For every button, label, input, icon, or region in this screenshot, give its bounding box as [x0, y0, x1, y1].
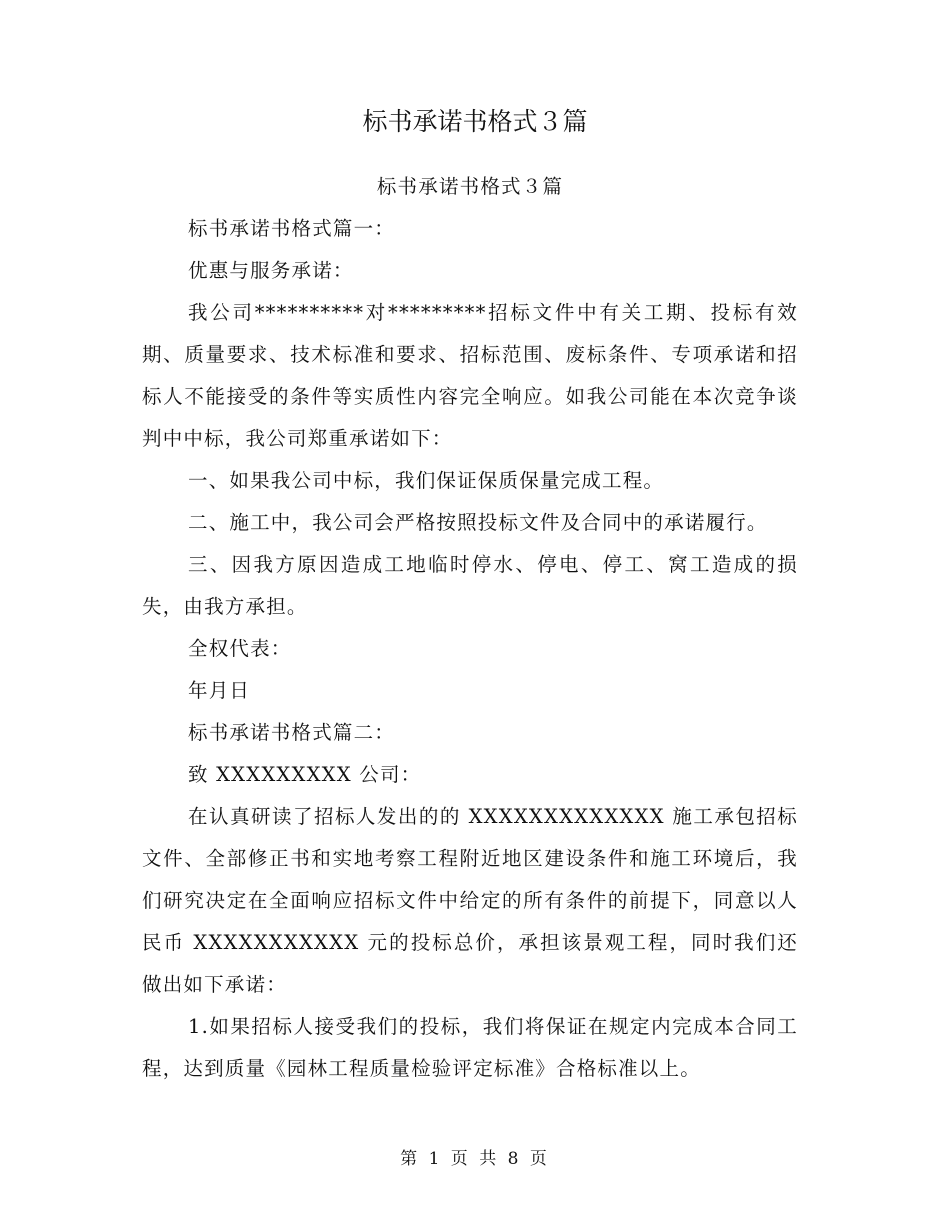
page-footer: 第 1 页 共 8 页 [400, 1149, 550, 1169]
signature-label: 全权代表： [188, 637, 292, 660]
paragraph: 二、施工中，我公司会严格按照投标文件及合同中的承诺履行。 [188, 511, 768, 534]
section-heading-2: 标书承诺书格式篇二： [188, 721, 396, 744]
paragraph: 1.如果招标人接受我们的投标，我们将保证在规定内完成本合同工程，达到质量《园林工程质量检验评定标准》合格标准以上。 [142, 1015, 798, 1080]
document-title: 标书承诺书格式３篇 [362, 107, 588, 136]
paragraph: 我公司**********对*********招标文件中有关工期、投标有效期、质量要求、技术标准和要求、招标范围、废标条件、专项承诺和招标人不能接受的条件等实质性内容完全响应。如我公司能在本次竞争谈判中中标，我公司郑重承诺如下： [142, 301, 798, 450]
recipient-line: 致 XXXXXXXXX 公司： [188, 763, 422, 786]
paragraph: 在认真研读了招标人发出的的 XXXXXXXXXXXXX 施工承包招标文件、全部修正书和实地考察工程附近地区建设条件和施工环境后，我们研究决定在全面响应招标文件中给定的所有条件的前提下，同意以人民币 XXXXXXXXXXX 元的投标总价，承担该景观工程，同时我们还做出如下承诺： [142, 805, 798, 996]
date-label: 年月日 [188, 679, 251, 702]
paragraph: 三、因我方原因造成工地临时停水、停电、停工、窝工造成的损失，由我方承担。 [142, 553, 798, 618]
paragraph-heading: 优惠与服务承诺： [188, 259, 354, 282]
document-subtitle: 标书承诺书格式３篇 [376, 175, 564, 198]
section-heading-1: 标书承诺书格式篇一： [188, 217, 396, 240]
document-body [142, 166, 798, 1090]
paragraph: 一、如果我公司中标，我们保证保质保量完成工程。 [188, 469, 665, 492]
